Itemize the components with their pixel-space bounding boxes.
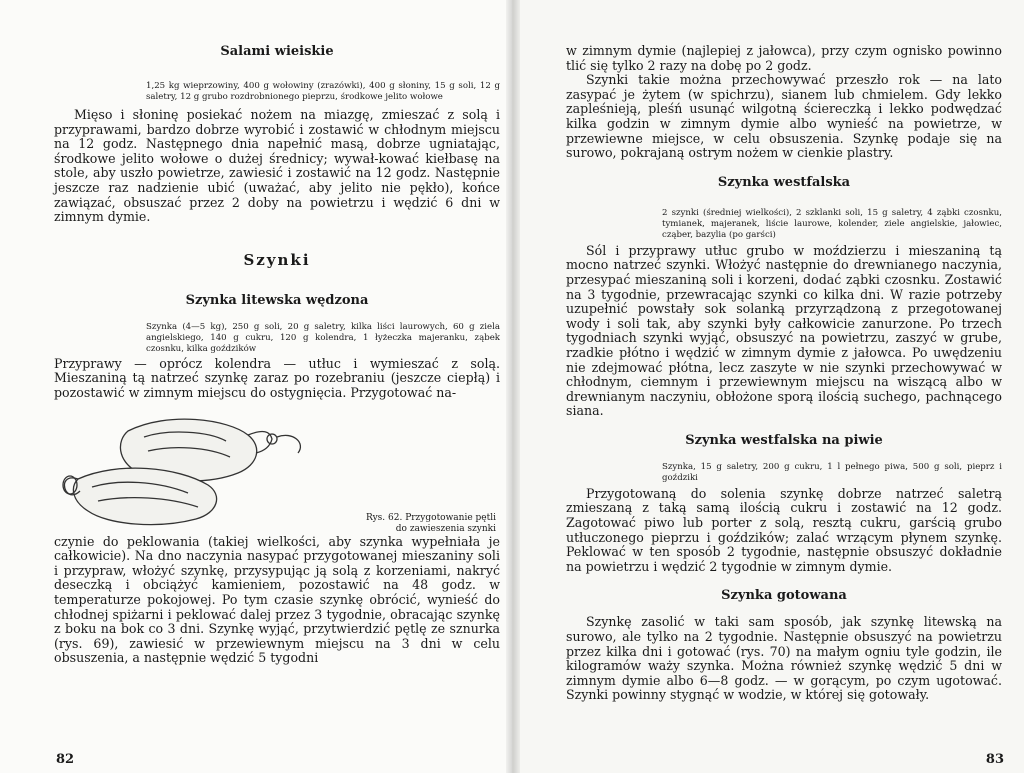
- figure-caption: [336, 513, 496, 535]
- litewska-text-cont: czynie do peklowania (takiej wielkości, aby szynka wypełniała je całkowicie). Na dno naczynia nasypać przygotowanej mieszaniny soli i przypraw, włożyć szynkę, przysypując ją solą z korzeniami, nakryć deseczką i obciążyć kamieniem, pozostawić na 48 godz. w temperaturze pokojowej. Po tym czasie szynkę obrócić, wynieść do chłodnej spiżarni i peklować dalej przez 3 tygodnie, obracając szynkę z boku na bok co 3 dni. Szynkę wyjąć, przytwierdzić pętlę ze sznurka (rys. 69), zawiesić w przewiewnym miejscu na 3 dni w celu obsuszenia, a następnie wędzić 5 tygodni: [54, 533, 500, 666]
- right-page: [512, 0, 1024, 773]
- salami-title: Salami wieiskie: [220, 44, 334, 59]
- piwo-ingredients: Szynka, 15 g saletry, 200 g cukru, 1 l pełnego piwa, 500 g soli, pieprz i goździki: [662, 461, 1002, 483]
- book-gutter: [506, 0, 520, 773]
- litewska-text-cont-block: [54, 535, 500, 666]
- westfalska-text: Sól i przyprawy utłuc grubo w moździerzu i mieszaniną tą mocno natrzeć szynki. Włożyć następnie do drewnianego naczynia, przesypać mieszaniną soli i korzeni, dodać ząbki czosnku. Zostawić na 3 tygodnie, przewracając szynki co kilka dni. W razie potrzeby uzupełnić powstały sok solanką przyrządzoną z przegotowanej wody i soli tak, aby szynki były całkowicie zanurzone. Po trzech tygodniach szynki wyjąć, obsuszyć na powietrzu, zaszyć w grube, rzadkie płótno i wędzić w zimnym dymie z jałowca. Po uwędzeniu nie zdejmować płótna, lecz zaszyte w nie szynki przechowywać w chłodnym, ciemnym i przewiewnym miejscu na wiszącą albo w drewnianym naczyniu, obłożone sporą ilością suchego, pachnącego siana.: [566, 242, 1002, 419]
- piwo-title: Szynka westfalska na piwie: [685, 432, 883, 448]
- salami-ingredients: 1,25 kg wieprzowiny, 400 g wołowiny (zrazówki), 400 g słoniny, 15 g soli, 12 g saletry, 12 g grubo rozdrobnionego pieprzu, środkowe jelito wołowe: [146, 81, 500, 102]
- litewska-text-block: [54, 357, 500, 401]
- salami-text-block: [54, 108, 500, 225]
- gotowana-title: Szynka gotowana: [721, 588, 847, 604]
- gotowana-text-block: [566, 615, 1002, 703]
- section-title: Szynki: [243, 250, 311, 269]
- piwo-text: Przygotowaną do solenia szynkę dobrze natrzeć saletrą zmieszaną z taką samą ilością cukru i zostawić na 12 godz. Zagotować piwo lub porter z solą, resztą cukru, garścią grubo utłuczonego pieprzu i goździków; zalać wrzącym płynem szynkę. Peklować w ten sposób 2 tygodnie, następnie obsuszyć dokładnie na powietrzu i wędzić 2 tygodnie w zimnym dymie.: [566, 485, 1002, 574]
- piwo-text-block: [566, 487, 1002, 575]
- litewska-end-1: w zimnym dymie (najlepiej z jałowca), przy czym ognisko powinno tlić się tylko 2 razy na dobę po 2 godz.: [566, 43, 1002, 73]
- page-number-right: 83: [985, 752, 1004, 767]
- westfalska-title: Szynka westfalska: [717, 174, 851, 190]
- litewska-ingredients: Szynka (4—5 kg), 250 g soli, 20 g saletry, kilka liści laurowych, 60 g ziela angielskiego, 140 g cukru, 120 g kolendra, 1 łyżeczka majeranku, ząbek czosnku, kilka goździków: [146, 321, 500, 354]
- gotowana-text: Szynkę zasolić w taki sam sposób, jak szynkę litewską na surowo, ale tylko na 2 tygodnie. Następnie obsuszyć na powietrzu przez kilka dni i gotować (rys. 70) na małym ogniu tyle godzin, ile kilogramów waży szynka. Można również szynkę wędzić 5 dni w zimnym dymie albo 6—8 godz. — w gorącym, po czym ugotować. Szynki powinny stygnąć w wodzie, w której się gotowały.: [566, 614, 1002, 703]
- ham-loop-figure: [54, 401, 500, 533]
- westfalska-ingredients: 2 szynki (średniej wielkości), 2 szklanki soli, 15 g saletry, 4 ząbki czosnku, tymianek, majeranek, liście laurowe, kolender, ziele angielskie, jałowiec, cząber, bazylia (po garści): [662, 207, 1002, 240]
- litewska-title: Szynka litewska wędzona: [185, 292, 369, 308]
- page-number-left: 82: [56, 752, 75, 767]
- litewska-end-2: Szynki takie można przechowywać przeszło rok — na lato zasypać je żytem (w spichrzu), sianem lub chmielem. Gdy lekko zapleśnieją, pleśń usunąć wilgotną ściereczką i lekko podwędzać kilka godzin w zimnym dymie albo wynieść na powietrze, w przewiewne miejsce, w celu obsuszenia. Szynkę podaje się na surowo, pokrajaną ostrym nożem w cienkie plastry.: [566, 72, 1002, 161]
- figure-caption-line-1: Rys. 62. Przygotowanie pętli: [365, 512, 496, 523]
- litewska-end-block: [566, 44, 1002, 161]
- ham-illustration: [58, 401, 358, 533]
- litewska-text: Przyprawy — oprócz kolendra — utłuc i wymieszać z solą. Mieszaniną tą natrzeć szynkę zaraz po rozebraniu (jeszcze ciepłą) i pozostawić w zimnym miejscu do ostygnięcia. Przygotować na-: [54, 355, 500, 400]
- figure-caption-line-2: do zawieszenia szynki: [395, 523, 496, 534]
- westfalska-text-block: [566, 244, 1002, 419]
- salami-text: Mięso i słoninę posiekać nożem na miazgę, zmieszać z solą i przyprawami, bardzo dobrze wyrobić i zostawić w chłodnym miejscu na 12 godz. Następnego dnia napełnić masą, dobrze ugniatając, środkowe jelito wołowe o dużej średnicy; wywał-kować kiełbasę na stole, aby uszło powietrze, zawiesić i zostawić na 12 godz. Następnie jeszcze raz nadzienie ubić (uważać, aby jelito nie pękło), końce zawiązać, obsuszać przez 2 doby na powietrzu i wędzić 6 dni w zimnym dymie.: [54, 107, 500, 225]
